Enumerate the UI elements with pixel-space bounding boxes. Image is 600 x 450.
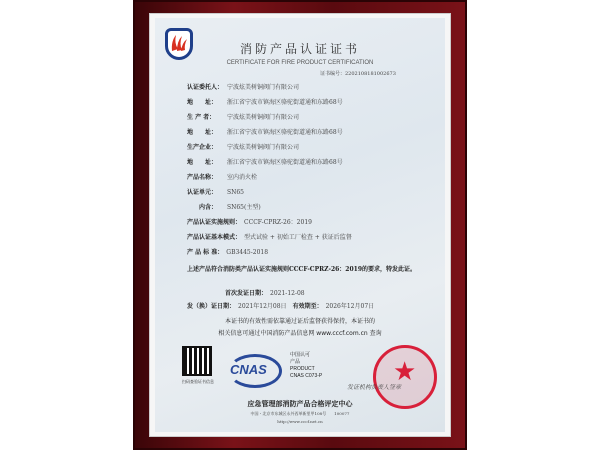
issue-date: 发（换）证日期： 2021年12月08日 有效期至： 2026年12月07日 bbox=[187, 303, 375, 310]
first-issue-date: 首次发证日期： 2021-12-08 bbox=[225, 290, 305, 297]
field-row bbox=[187, 84, 299, 92]
field-row bbox=[187, 219, 312, 227]
qr-label: 扫码查验证书信息 bbox=[182, 379, 214, 384]
issuing-organization: 应急管理部消防产品合格评定中心 bbox=[247, 399, 353, 408]
field-value: 宁波炫美树铜阀门有限公司 bbox=[227, 84, 300, 91]
field-row bbox=[187, 114, 299, 122]
field-label: 生产企业： bbox=[187, 144, 218, 151]
field-value: 浙江省宁波市镇海区骆驼街道通和东路68号 bbox=[227, 159, 343, 166]
organization-address: 中国・北京市东城区永外西革新里甲108号 100077 bbox=[250, 411, 350, 416]
field-row bbox=[187, 159, 343, 167]
accreditation-text: 中国认可 产品 PRODUCT CNAS C073-P bbox=[290, 352, 323, 379]
field-label: 产品认证基本模式： bbox=[187, 234, 242, 241]
field-label: 产 品 标 准： bbox=[187, 249, 224, 256]
qr-code-icon[interactable] bbox=[182, 346, 212, 376]
field-label: 认证单元： bbox=[187, 189, 218, 196]
field-row bbox=[187, 249, 268, 257]
field-value: GB3445-2018 bbox=[226, 249, 269, 256]
field-label: 地 址： bbox=[187, 99, 218, 106]
field-label: 内含： bbox=[187, 204, 218, 211]
field-label: 产品名称： bbox=[187, 174, 218, 181]
notice: 本证书的有效性需依靠通过证后监督获得保持，本证书的 相关信息可通过中国消防产品信息网 www.cccf.com.cn 查询 bbox=[218, 318, 382, 337]
organization-url[interactable]: http://www.cccf.net.cn bbox=[277, 419, 323, 424]
field-row bbox=[187, 174, 257, 182]
certificate bbox=[155, 18, 445, 432]
field-value: 宁波炫美树铜阀门有限公司 bbox=[227, 114, 300, 121]
field-row bbox=[187, 204, 261, 212]
field-value: 浙江省宁波市镇海区骆驼街道通和东路68号 bbox=[227, 129, 343, 136]
field-label: 产品认证实施规则： bbox=[187, 219, 242, 226]
field-value: CCCF-CPRZ-26：2019 bbox=[244, 219, 312, 226]
field-value: 浙江省宁波市镇海区骆驼街道通和东路68号 bbox=[227, 99, 343, 106]
certificate-title: 消防产品认证证书 bbox=[239, 42, 360, 56]
field-row bbox=[187, 99, 343, 107]
field-label: 地 址： bbox=[187, 129, 218, 136]
certificate-title-en: CERTIFICATE FOR FIRE PRODUCT CERTIFICATION bbox=[226, 60, 374, 66]
field-value: 宁波炫美树铜阀门有限公司 bbox=[227, 144, 300, 151]
field-label: 认证委托人： bbox=[187, 84, 224, 91]
field-row bbox=[187, 189, 244, 197]
field-value: SN65 bbox=[227, 189, 244, 196]
field-row bbox=[187, 144, 299, 152]
field-value: SN65(主型) bbox=[227, 204, 261, 211]
seal-star-icon: ★ bbox=[393, 357, 417, 387]
field-label: 生 产 者： bbox=[187, 114, 216, 121]
certificate-number: 证书编号：2202108181002673 bbox=[320, 71, 396, 77]
field-label: 地 址： bbox=[187, 159, 218, 166]
field-row bbox=[187, 234, 352, 242]
field-value: 室内消火栓 bbox=[227, 174, 258, 181]
statement: 上述产品符合消防类产品认证实施规则CCCF-CPRZ-26：2019的要求，特发此证。 bbox=[187, 266, 417, 273]
field-value: 型式试验 + 初始工厂检查 + 获证后监督 bbox=[244, 234, 352, 241]
signature: 发证机构负责人签章 bbox=[347, 384, 402, 391]
field-row bbox=[187, 129, 343, 137]
cnas-logo-text: CNAS bbox=[230, 362, 267, 377]
